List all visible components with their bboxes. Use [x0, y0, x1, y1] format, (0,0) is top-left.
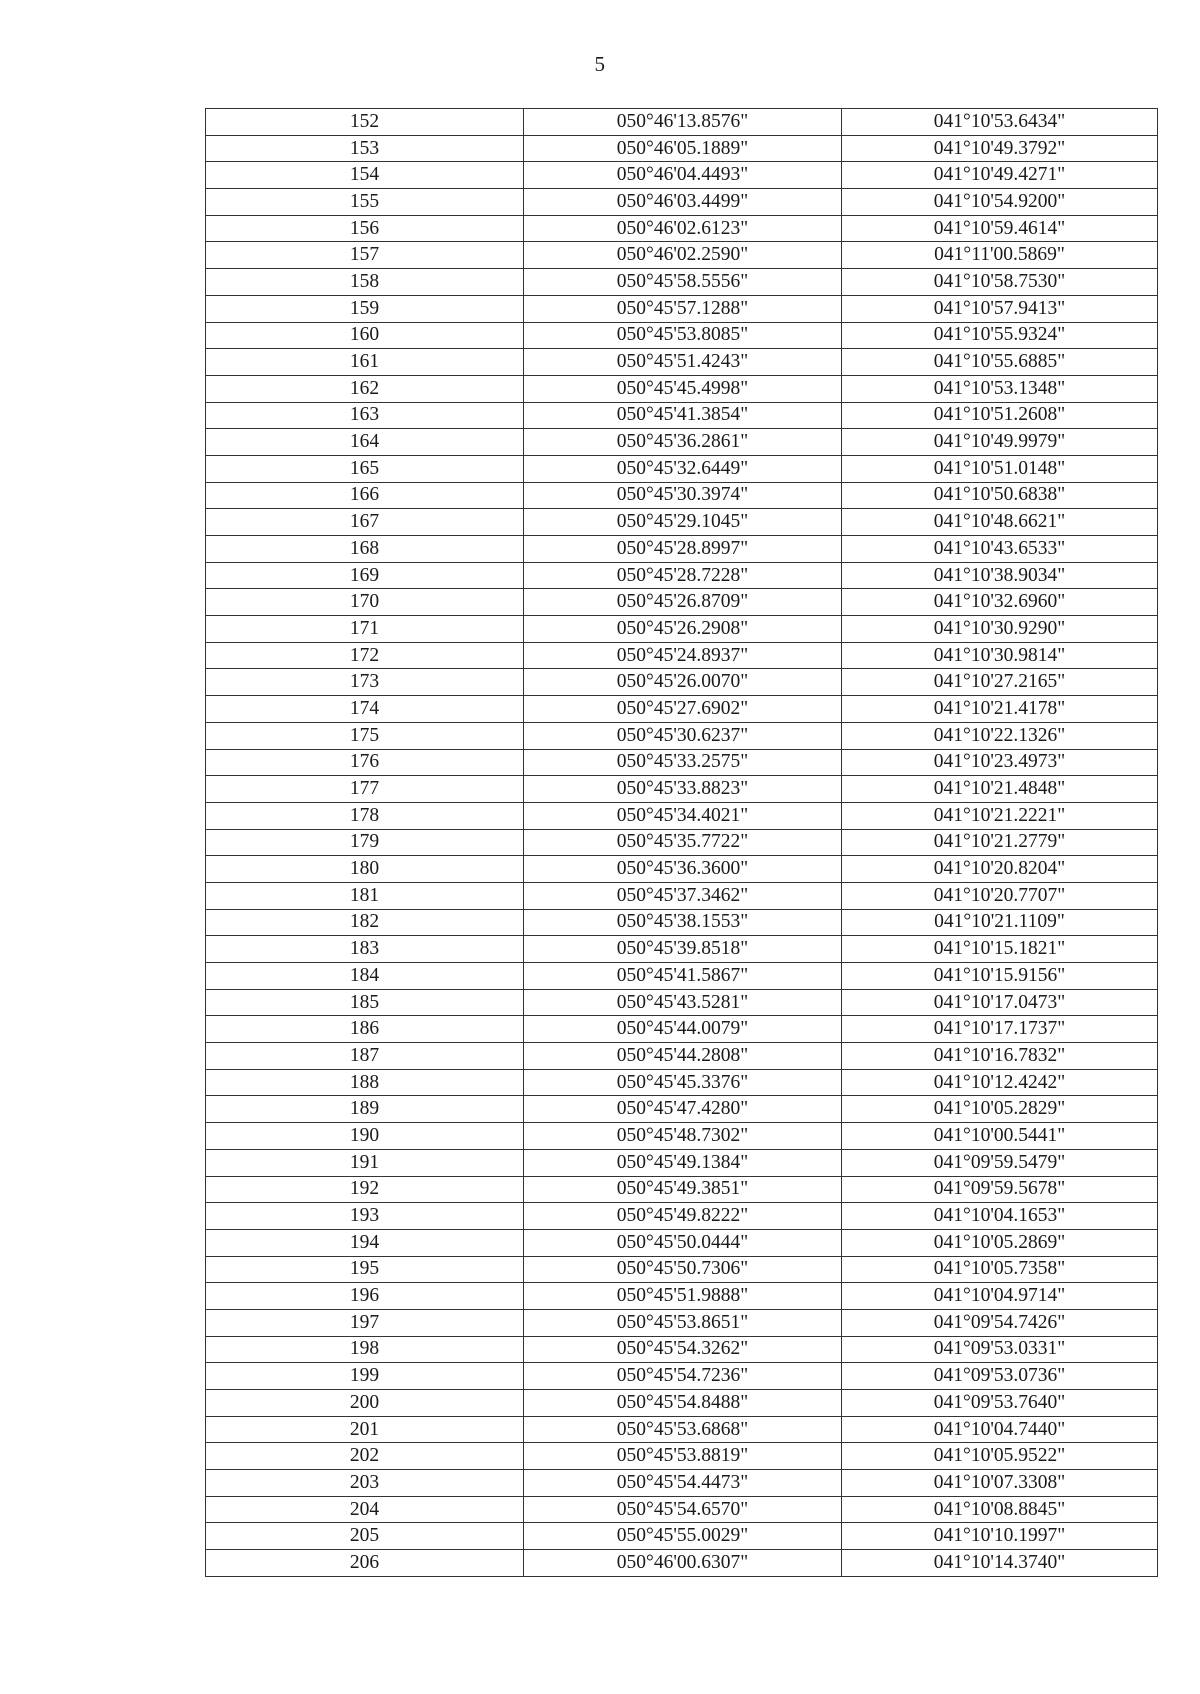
- table-row: [206, 295, 1158, 322]
- table-row: [206, 1283, 1158, 1310]
- table-row: [206, 322, 1158, 349]
- point-number-cell: 192: [206, 1176, 524, 1203]
- coordinate-1-cell: 050°45'54.4473": [524, 1470, 842, 1497]
- coordinate-1-cell: 050°45'33.8823": [524, 776, 842, 803]
- point-number-cell: 165: [206, 455, 524, 482]
- point-number-cell: 179: [206, 829, 524, 856]
- coordinate-2-cell: 041°10'30.9814": [842, 642, 1158, 669]
- point-number-cell: 197: [206, 1309, 524, 1336]
- table-row: [206, 722, 1158, 749]
- table-row: [206, 215, 1158, 242]
- coordinate-1-cell: 050°45'26.0070": [524, 669, 842, 696]
- table-row: [206, 109, 1158, 136]
- point-number-cell: 199: [206, 1363, 524, 1390]
- point-number-cell: 185: [206, 989, 524, 1016]
- table-row: [206, 1069, 1158, 1096]
- coordinate-2-cell: 041°10'43.6533": [842, 536, 1158, 563]
- coordinate-2-cell: 041°10'05.7358": [842, 1256, 1158, 1283]
- table-row: [206, 1043, 1158, 1070]
- table-row: [206, 936, 1158, 963]
- table-row: [206, 455, 1158, 482]
- coordinate-1-cell: 050°45'54.6570": [524, 1496, 842, 1523]
- point-number-cell: 170: [206, 589, 524, 616]
- coordinate-2-cell: 041°10'38.9034": [842, 562, 1158, 589]
- table-row: [206, 1390, 1158, 1417]
- coordinate-2-cell: 041°10'53.6434": [842, 109, 1158, 136]
- coordinate-1-cell: 050°45'28.7228": [524, 562, 842, 589]
- table-row: [206, 802, 1158, 829]
- point-number-cell: 164: [206, 429, 524, 456]
- table-row: [206, 776, 1158, 803]
- coordinate-1-cell: 050°46'05.1889": [524, 135, 842, 162]
- point-number-cell: 200: [206, 1390, 524, 1417]
- coordinate-1-cell: 050°45'36.3600": [524, 856, 842, 883]
- coordinate-2-cell: 041°10'14.3740": [842, 1550, 1158, 1577]
- coordinate-1-cell: 050°45'29.1045": [524, 509, 842, 536]
- point-number-cell: 162: [206, 375, 524, 402]
- point-number-cell: 189: [206, 1096, 524, 1123]
- point-number-cell: 176: [206, 749, 524, 776]
- coordinate-2-cell: 041°10'04.7440": [842, 1416, 1158, 1443]
- coordinate-1-cell: 050°45'41.3854": [524, 402, 842, 429]
- point-number-cell: 171: [206, 616, 524, 643]
- table-row: [206, 1149, 1158, 1176]
- point-number-cell: 184: [206, 963, 524, 990]
- coordinate-2-cell: 041°10'04.9714": [842, 1283, 1158, 1310]
- coordinate-2-cell: 041°10'22.1326": [842, 722, 1158, 749]
- coordinate-1-cell: 050°45'45.3376": [524, 1069, 842, 1096]
- point-number-cell: 201: [206, 1416, 524, 1443]
- point-number-cell: 191: [206, 1149, 524, 1176]
- table-row: [206, 135, 1158, 162]
- coordinate-1-cell: 050°45'49.3851": [524, 1176, 842, 1203]
- point-number-cell: 156: [206, 215, 524, 242]
- table-row: [206, 1496, 1158, 1523]
- coordinate-2-cell: 041°10'20.7707": [842, 882, 1158, 909]
- coordinates-table-body: [206, 109, 1158, 1577]
- point-number-cell: 205: [206, 1523, 524, 1550]
- coordinate-2-cell: 041°10'54.9200": [842, 189, 1158, 216]
- coordinate-2-cell: 041°10'27.2165": [842, 669, 1158, 696]
- coordinate-2-cell: 041°09'53.7640": [842, 1390, 1158, 1417]
- table-row: [206, 1470, 1158, 1497]
- point-number-cell: 187: [206, 1043, 524, 1070]
- coordinate-1-cell: 050°45'36.2861": [524, 429, 842, 456]
- coordinate-2-cell: 041°10'49.3792": [842, 135, 1158, 162]
- point-number-cell: 172: [206, 642, 524, 669]
- coordinate-2-cell: 041°10'30.9290": [842, 616, 1158, 643]
- point-number-cell: 190: [206, 1123, 524, 1150]
- coordinate-2-cell: 041°10'15.9156": [842, 963, 1158, 990]
- coordinate-1-cell: 050°46'02.6123": [524, 215, 842, 242]
- coordinate-1-cell: 050°45'57.1288": [524, 295, 842, 322]
- table-row: [206, 1523, 1158, 1550]
- page-number: 5: [594, 52, 606, 76]
- coordinate-1-cell: 050°46'03.4499": [524, 189, 842, 216]
- coordinate-2-cell: 041°10'04.1653": [842, 1203, 1158, 1230]
- point-number-cell: 166: [206, 482, 524, 509]
- coordinate-2-cell: 041°10'55.9324": [842, 322, 1158, 349]
- coordinate-1-cell: 050°45'34.4021": [524, 802, 842, 829]
- table-row: [206, 696, 1158, 723]
- point-number-cell: 168: [206, 536, 524, 563]
- coordinate-1-cell: 050°45'26.8709": [524, 589, 842, 616]
- table-row: [206, 749, 1158, 776]
- table-row: [206, 429, 1158, 456]
- table-row: [206, 829, 1158, 856]
- table-row: [206, 562, 1158, 589]
- coordinate-1-cell: 050°45'51.4243": [524, 349, 842, 376]
- coordinate-2-cell: 041°09'59.5479": [842, 1149, 1158, 1176]
- table-row: [206, 989, 1158, 1016]
- table-row: [206, 856, 1158, 883]
- coordinate-2-cell: 041°10'55.6885": [842, 349, 1158, 376]
- coordinate-2-cell: 041°10'17.0473": [842, 989, 1158, 1016]
- coordinate-1-cell: 050°45'39.8518": [524, 936, 842, 963]
- point-number-cell: 152: [206, 109, 524, 136]
- coordinate-1-cell: 050°45'26.2908": [524, 616, 842, 643]
- point-number-cell: 204: [206, 1496, 524, 1523]
- coordinate-2-cell: 041°09'53.0736": [842, 1363, 1158, 1390]
- coordinate-2-cell: 041°10'51.2608": [842, 402, 1158, 429]
- coordinate-2-cell: 041°10'59.4614": [842, 215, 1158, 242]
- coordinate-1-cell: 050°45'54.3262": [524, 1336, 842, 1363]
- point-number-cell: 181: [206, 882, 524, 909]
- point-number-cell: 180: [206, 856, 524, 883]
- table-row: [206, 402, 1158, 429]
- coordinate-2-cell: 041°10'49.9979": [842, 429, 1158, 456]
- coordinate-1-cell: 050°45'32.6449": [524, 455, 842, 482]
- coordinate-2-cell: 041°10'12.4242": [842, 1069, 1158, 1096]
- coordinate-1-cell: 050°45'43.5281": [524, 989, 842, 1016]
- coordinate-2-cell: 041°10'05.9522": [842, 1443, 1158, 1470]
- point-number-cell: 198: [206, 1336, 524, 1363]
- point-number-cell: 183: [206, 936, 524, 963]
- table-row: [206, 509, 1158, 536]
- coordinate-1-cell: 050°45'30.6237": [524, 722, 842, 749]
- table-row: [206, 1123, 1158, 1150]
- point-number-cell: 175: [206, 722, 524, 749]
- coordinate-1-cell: 050°45'54.7236": [524, 1363, 842, 1390]
- coordinate-2-cell: 041°10'53.1348": [842, 375, 1158, 402]
- coordinate-1-cell: 050°45'41.5867": [524, 963, 842, 990]
- coordinate-2-cell: 041°10'07.3308": [842, 1470, 1158, 1497]
- table-row: [206, 349, 1158, 376]
- point-number-cell: 193: [206, 1203, 524, 1230]
- coordinate-1-cell: 050°45'24.8937": [524, 642, 842, 669]
- coordinate-2-cell: 041°10'05.2869": [842, 1229, 1158, 1256]
- table-row: [206, 536, 1158, 563]
- point-number-cell: 177: [206, 776, 524, 803]
- table-row: [206, 269, 1158, 296]
- point-number-cell: 167: [206, 509, 524, 536]
- coordinate-1-cell: 050°46'13.8576": [524, 109, 842, 136]
- point-number-cell: 157: [206, 242, 524, 269]
- coordinate-2-cell: 041°10'48.6621": [842, 509, 1158, 536]
- table-row: [206, 242, 1158, 269]
- coordinate-1-cell: 050°45'37.3462": [524, 882, 842, 909]
- coordinate-2-cell: 041°10'23.4973": [842, 749, 1158, 776]
- coordinate-2-cell: 041°10'21.2779": [842, 829, 1158, 856]
- point-number-cell: 159: [206, 295, 524, 322]
- coordinate-2-cell: 041°10'21.1109": [842, 909, 1158, 936]
- point-number-cell: 173: [206, 669, 524, 696]
- point-number-cell: 202: [206, 1443, 524, 1470]
- table-row: [206, 909, 1158, 936]
- table-row: [206, 1336, 1158, 1363]
- coordinate-1-cell: 050°45'44.0079": [524, 1016, 842, 1043]
- coordinate-2-cell: 041°10'10.1997": [842, 1523, 1158, 1550]
- coordinate-1-cell: 050°45'47.4280": [524, 1096, 842, 1123]
- coordinate-2-cell: 041°10'57.9413": [842, 295, 1158, 322]
- coordinate-1-cell: 050°46'00.6307": [524, 1550, 842, 1577]
- coordinate-2-cell: 041°09'53.0331": [842, 1336, 1158, 1363]
- point-number-cell: 206: [206, 1550, 524, 1577]
- coordinate-1-cell: 050°45'50.7306": [524, 1256, 842, 1283]
- table-row: [206, 1256, 1158, 1283]
- table-row: [206, 1550, 1158, 1577]
- point-number-cell: 154: [206, 162, 524, 189]
- coordinate-2-cell: 041°10'21.4178": [842, 696, 1158, 723]
- table-row: [206, 669, 1158, 696]
- coordinate-1-cell: 050°45'33.2575": [524, 749, 842, 776]
- coordinate-1-cell: 050°45'35.7722": [524, 829, 842, 856]
- coordinate-2-cell: 041°10'21.2221": [842, 802, 1158, 829]
- point-number-cell: 178: [206, 802, 524, 829]
- coordinate-1-cell: 050°45'45.4998": [524, 375, 842, 402]
- point-number-cell: 169: [206, 562, 524, 589]
- coordinate-1-cell: 050°45'51.9888": [524, 1283, 842, 1310]
- coordinate-2-cell: 041°11'00.5869": [842, 242, 1158, 269]
- table-row: [206, 482, 1158, 509]
- point-number-cell: 153: [206, 135, 524, 162]
- coordinate-1-cell: 050°45'27.6902": [524, 696, 842, 723]
- coordinate-2-cell: 041°10'21.4848": [842, 776, 1158, 803]
- coordinate-1-cell: 050°45'53.8819": [524, 1443, 842, 1470]
- table-row: [206, 616, 1158, 643]
- coordinate-2-cell: 041°10'16.7832": [842, 1043, 1158, 1070]
- coordinate-1-cell: 050°45'49.1384": [524, 1149, 842, 1176]
- table-row: [206, 1416, 1158, 1443]
- coordinate-2-cell: 041°10'05.2829": [842, 1096, 1158, 1123]
- table-row: [206, 375, 1158, 402]
- coordinates-table: [205, 108, 1158, 1577]
- point-number-cell: 194: [206, 1229, 524, 1256]
- point-number-cell: 196: [206, 1283, 524, 1310]
- table-row: [206, 189, 1158, 216]
- coordinate-1-cell: 050°45'48.7302": [524, 1123, 842, 1150]
- table-row: [206, 1229, 1158, 1256]
- table-row: [206, 642, 1158, 669]
- coordinate-1-cell: 050°46'02.2590": [524, 242, 842, 269]
- coordinate-1-cell: 050°45'55.0029": [524, 1523, 842, 1550]
- point-number-cell: 188: [206, 1069, 524, 1096]
- coordinate-1-cell: 050°45'50.0444": [524, 1229, 842, 1256]
- coordinate-2-cell: 041°10'32.6960": [842, 589, 1158, 616]
- coordinate-1-cell: 050°45'53.8085": [524, 322, 842, 349]
- point-number-cell: 158: [206, 269, 524, 296]
- table-row: [206, 1176, 1158, 1203]
- coordinate-2-cell: 041°10'08.8845": [842, 1496, 1158, 1523]
- coordinate-1-cell: 050°45'53.6868": [524, 1416, 842, 1443]
- table-row: [206, 1363, 1158, 1390]
- point-number-cell: 160: [206, 322, 524, 349]
- point-number-cell: 203: [206, 1470, 524, 1497]
- table-row: [206, 1203, 1158, 1230]
- point-number-cell: 186: [206, 1016, 524, 1043]
- coordinate-1-cell: 050°45'53.8651": [524, 1309, 842, 1336]
- table-row: [206, 1309, 1158, 1336]
- coordinate-2-cell: 041°10'50.6838": [842, 482, 1158, 509]
- table-row: [206, 882, 1158, 909]
- point-number-cell: 161: [206, 349, 524, 376]
- coordinate-2-cell: 041°10'15.1821": [842, 936, 1158, 963]
- coordinate-1-cell: 050°45'44.2808": [524, 1043, 842, 1070]
- coordinate-2-cell: 041°09'59.5678": [842, 1176, 1158, 1203]
- table-row: [206, 1016, 1158, 1043]
- point-number-cell: 182: [206, 909, 524, 936]
- table-row: [206, 1096, 1158, 1123]
- point-number-cell: 195: [206, 1256, 524, 1283]
- coordinate-2-cell: 041°10'20.8204": [842, 856, 1158, 883]
- table-row: [206, 1443, 1158, 1470]
- coordinate-2-cell: 041°10'49.4271": [842, 162, 1158, 189]
- point-number-cell: 163: [206, 402, 524, 429]
- coordinate-2-cell: 041°10'00.5441": [842, 1123, 1158, 1150]
- coordinate-2-cell: 041°09'54.7426": [842, 1309, 1158, 1336]
- coordinate-1-cell: 050°45'54.8488": [524, 1390, 842, 1417]
- point-number-cell: 174: [206, 696, 524, 723]
- coordinate-1-cell: 050°45'58.5556": [524, 269, 842, 296]
- coordinate-2-cell: 041°10'51.0148": [842, 455, 1158, 482]
- table-row: [206, 162, 1158, 189]
- coordinate-1-cell: 050°46'04.4493": [524, 162, 842, 189]
- coordinate-1-cell: 050°45'28.8997": [524, 536, 842, 563]
- coordinate-1-cell: 050°45'30.3974": [524, 482, 842, 509]
- point-number-cell: 155: [206, 189, 524, 216]
- table-row: [206, 589, 1158, 616]
- table-row: [206, 963, 1158, 990]
- coordinate-1-cell: 050°45'38.1553": [524, 909, 842, 936]
- coordinate-2-cell: 041°10'58.7530": [842, 269, 1158, 296]
- coordinate-1-cell: 050°45'49.8222": [524, 1203, 842, 1230]
- coordinate-2-cell: 041°10'17.1737": [842, 1016, 1158, 1043]
